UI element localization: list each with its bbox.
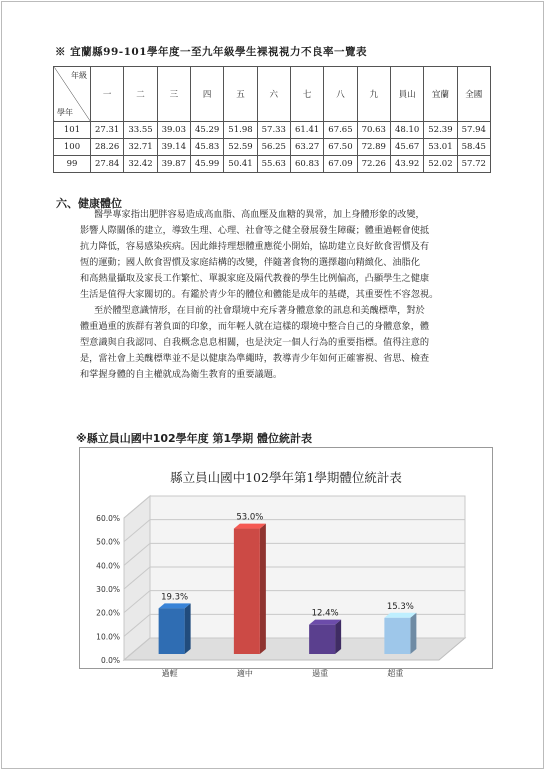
- table-cell: 52.02: [424, 156, 457, 173]
- section-heading: 六、健康體位: [56, 197, 122, 210]
- table-cell: 67.50: [324, 139, 357, 156]
- table-cell: 39.14: [157, 139, 190, 156]
- chart-frame: [79, 447, 493, 678]
- table-cell: 43.92: [390, 156, 423, 173]
- table-cell: 39.87: [157, 156, 190, 173]
- column-header: 員山: [390, 67, 423, 122]
- column-header: 九: [357, 67, 390, 122]
- table-row: [54, 139, 491, 156]
- corner-grade-label: 年級: [71, 71, 87, 80]
- table-row: [54, 122, 491, 139]
- table-cell: 52.39: [424, 122, 457, 139]
- table-cell: 28.26: [91, 139, 124, 156]
- row-year: 99: [54, 156, 91, 173]
- table-cell: 51.98: [224, 122, 257, 139]
- x-category-label: 適中: [236, 669, 253, 678]
- bar-side: [410, 613, 416, 654]
- bar-value-label: 15.3%: [386, 601, 414, 612]
- paragraph-1: [80, 207, 499, 303]
- table-cell: 72.89: [357, 139, 390, 156]
- paragraph-line: 影響人際關係的建立，導致生理、心理、社會等之健全發展發生障礙；體重過輕會使抵: [80, 225, 430, 236]
- chart-heading: ※縣立員山國中102學年度 第1學期 體位統計表: [76, 432, 312, 445]
- table-header-row: [54, 67, 491, 122]
- corner-year-label: 學年: [57, 108, 73, 117]
- table-cell: 57.72: [457, 156, 490, 173]
- chart-title: 縣立員山國中102學年第1學期體位統計表: [170, 470, 402, 485]
- row-year: 101: [54, 122, 91, 139]
- bar: [234, 529, 260, 654]
- column-header: 二: [124, 67, 157, 122]
- table-cell: 32.71: [124, 139, 157, 156]
- table-corner-cell: [54, 67, 91, 122]
- table-cell: 63.27: [290, 139, 323, 156]
- table-cell: 58.45: [457, 139, 490, 156]
- y-tick-label: 0.0%: [100, 656, 120, 665]
- table-cell: 57.94: [457, 122, 490, 139]
- table-row: [54, 156, 491, 173]
- table-cell: 67.09: [324, 156, 357, 173]
- column-header: 五: [224, 67, 257, 122]
- table-cell: 55.63: [257, 156, 290, 173]
- y-tick-label: 10.0%: [96, 632, 120, 642]
- table-cell: 70.63: [357, 122, 390, 139]
- x-category-label: 過輕: [161, 669, 178, 678]
- bar: [159, 608, 185, 654]
- table-cell: 57.33: [257, 122, 290, 139]
- table-cell: 67.65: [324, 122, 357, 139]
- x-category-label: 過重: [312, 669, 329, 678]
- table-cell: 45.83: [190, 139, 223, 156]
- column-header: 八: [324, 67, 357, 122]
- bar: [384, 618, 410, 654]
- row-year: 100: [54, 139, 91, 156]
- bar-chart: [80, 448, 492, 678]
- y-tick-label: 40.0%: [96, 561, 120, 571]
- paragraph-line: 和高熱量攝取及家長工作繁忙、單親家庭及隔代教養的學生比例偏高，凸顯學生之健康: [80, 273, 430, 284]
- paragraph-2: [80, 303, 499, 383]
- table-cell: 61.41: [290, 122, 323, 139]
- paragraph-line: 和掌握身體的自主權就成為衛生教育的重要議題。: [80, 369, 283, 380]
- column-header: 宜蘭: [424, 67, 457, 122]
- table-cell: 45.99: [190, 156, 223, 173]
- paragraph-line: 抗力降低，容易感染疾病。因此維持理想體重應從小開始，協助建立良好飲食習慣及有: [80, 241, 430, 252]
- x-category-label: 超重: [387, 669, 404, 678]
- paragraph-line: 生活是值得大家關切的。有鑑於青少年的體位和體能是成年的基礎，其重要性不容忽視。: [80, 289, 439, 300]
- column-header: 一: [91, 67, 124, 122]
- column-header: 七: [290, 67, 323, 122]
- table-cell: 53.01: [424, 139, 457, 156]
- y-tick-label: 50.0%: [96, 537, 120, 547]
- table-cell: 45.29: [190, 122, 223, 139]
- paragraph-line: 醫學專家指出肥胖容易造成高血脂、高血壓及血糖的異常，加上身體形象的改變，: [94, 209, 425, 220]
- table-cell: 52.59: [224, 139, 257, 156]
- column-header: 全國: [457, 67, 490, 122]
- table-cell: 27.31: [91, 122, 124, 139]
- bar-value-label: 19.3%: [161, 592, 189, 603]
- y-tick-label: 20.0%: [96, 608, 120, 618]
- table-cell: 72.26: [357, 156, 390, 173]
- table-cell: 48.10: [390, 122, 423, 139]
- table-cell: 50.41: [224, 156, 257, 173]
- bar-value-label: 53.0%: [236, 512, 264, 523]
- bar: [309, 625, 335, 654]
- bar-value-label: 12.4%: [311, 608, 339, 619]
- table-cell: 56.25: [257, 139, 290, 156]
- vision-table: [53, 66, 491, 173]
- table-cell: 60.83: [290, 156, 323, 173]
- paragraph-line: 至於體型意識情形，在目前的社會環境中充斥著身體意象的訊息和美醜標準，對於: [94, 305, 425, 316]
- table-cell: 32.42: [124, 156, 157, 173]
- paragraph-line: 型意識與自我認同、自我概念息息相關，也是決定一個人行為的重要指標。值得注意的: [80, 337, 430, 348]
- paragraph-line: 是，當社會上美醜標準並不是以健康為準繩時，教導青少年如何正確審視、省思、檢查: [80, 353, 430, 364]
- table-cell: 45.67: [390, 139, 423, 156]
- table-cell: 27.84: [91, 156, 124, 173]
- y-tick-label: 60.0%: [96, 514, 120, 523]
- y-tick-label: 30.0%: [96, 585, 120, 594]
- paragraph-line: 恆的運動；國人飲食習慣及家庭結構的改變，伴隨著食物的選擇趨向精緻化、油脂化: [80, 257, 420, 268]
- column-header: 六: [257, 67, 290, 122]
- paragraph-line: 體重過重的族群有著負面的印象，而年輕人就在這樣的環境中整合自己的身體意象，體: [80, 321, 430, 332]
- column-header: 三: [157, 67, 190, 122]
- bar-side: [185, 603, 191, 654]
- bar-side: [260, 524, 266, 654]
- table-cell: 33.55: [124, 122, 157, 139]
- bar-side: [335, 620, 341, 654]
- table-title: ※ 宜蘭縣99-101學年度一至九年級學生裸視視力不良率一覽表: [55, 46, 368, 58]
- column-header: 四: [190, 67, 223, 122]
- table-cell: 39.03: [157, 122, 190, 139]
